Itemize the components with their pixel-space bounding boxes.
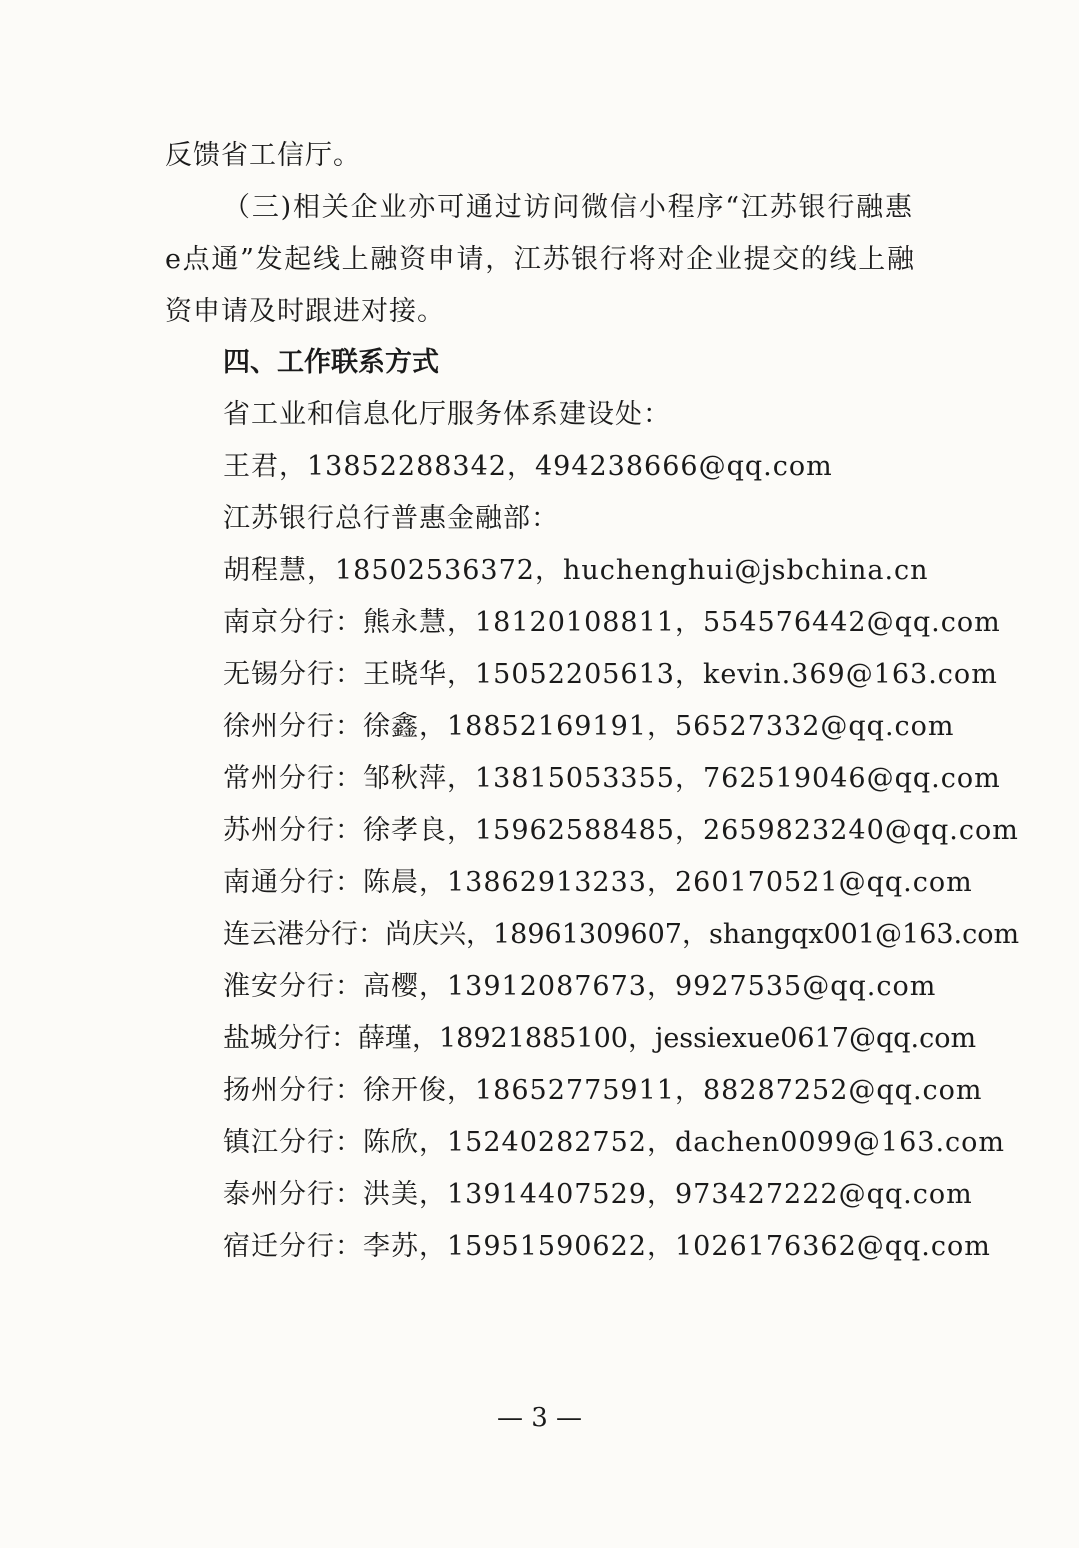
- contact-line: 徐州分行：徐鑫，18852169191，56527332@qq.com: [223, 711, 955, 742]
- contact-line: 淮安分行：高樱，13912087673，9927535@qq.com: [223, 971, 937, 1002]
- contact-line: 江苏银行总行普惠金融部：: [223, 503, 559, 534]
- contact-line: 泰州分行：洪美，13914407529，973427222@qq.com: [223, 1179, 973, 1210]
- contact-line: 盐城分行：薛瑾，18921885100，jessiexue0617@qq.com: [223, 1023, 977, 1054]
- contact-line: 宿迁分行：李苏，15951590622，1026176362@qq.com: [223, 1231, 991, 1262]
- contact-line: 镇江分行：陈欣，15240282752，dachen0099@163.com: [223, 1127, 1006, 1158]
- contact-line: 胡程慧，18502536372，huchenghui@jsbchina.cn: [223, 555, 929, 586]
- contact-line: 连云港分行：尚庆兴，18961309607，shangqx001@163.com: [223, 919, 1020, 950]
- section-heading: 四、工作联系方式: [223, 347, 439, 378]
- contact-line: 南通分行：陈晨，13862913233，260170521@qq.com: [223, 867, 973, 898]
- contact-line: 扬州分行：徐开俊，18652775911，88287252@qq.com: [223, 1075, 983, 1106]
- contact-line: 常州分行：邹秋萍，13815053355，762519046@qq.com: [223, 763, 1001, 794]
- paragraph-line: 反馈省工信厅。: [165, 140, 361, 171]
- contact-line: 省工业和信息化厅服务体系建设处：: [223, 399, 671, 430]
- contact-line: 王君，13852288342，494238666@qq.com: [223, 451, 833, 482]
- contact-line: 无锡分行：王晓华，15052205613，kevin.369@163.com: [223, 659, 998, 690]
- paragraph-line: 资申请及时跟进对接。: [165, 296, 445, 327]
- contact-line: 苏州分行：徐孝良，15962588485，2659823240@qq.com: [223, 815, 1019, 846]
- page-number: — 3 —: [496, 1403, 583, 1433]
- paragraph-line: （三)相关企业亦可通过访问微信小程序“江苏银行融惠: [223, 192, 913, 223]
- contact-line: 南京分行：熊永慧，18120108811，554576442@qq.com: [223, 607, 1001, 638]
- paragraph-line: e点通”发起线上融资申请，江苏银行将对企业提交的线上融: [165, 244, 915, 275]
